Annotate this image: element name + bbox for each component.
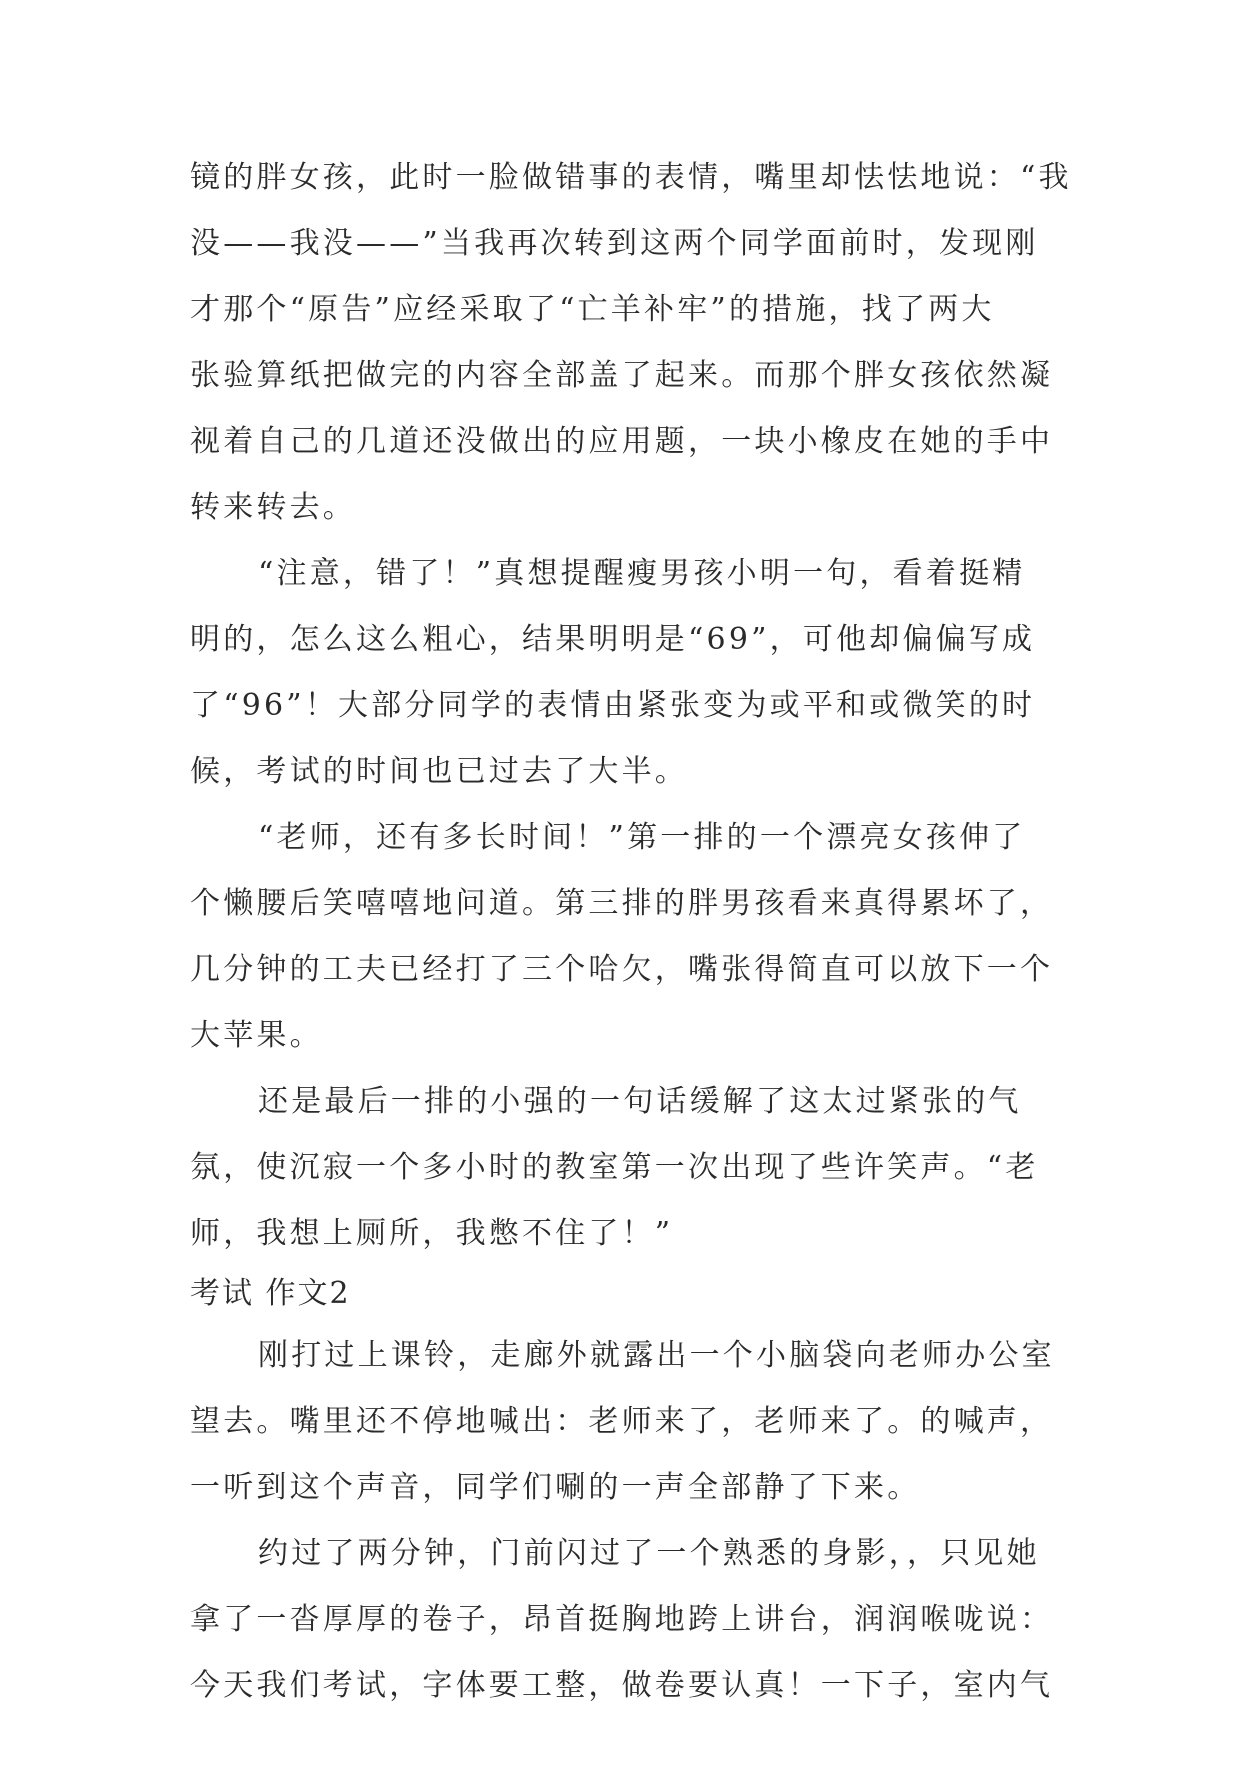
text-line: 师，我想上厕所，我憋不住了！”: [190, 1216, 674, 1251]
text-line: 镜的胖女孩，此时一脸做错事的表情，嘴里却怯怯地说：“我: [190, 160, 1072, 195]
text-line: 氛，使沉寂一个多小时的教室第一次出现了些许笑声。“老: [190, 1150, 1039, 1185]
text-line: 一听到这个声音，同学们唰的一声全部静了下来。: [190, 1470, 921, 1505]
section-heading: 考试 作文2: [190, 1276, 351, 1311]
paragraph-start-line: “注意，错了！”真想提醒瘦男孩小明一句，看着挺精: [258, 556, 1026, 591]
text-line: 张验算纸把做完的内容全部盖了起来。而那个胖女孩依然凝: [190, 358, 1054, 393]
paragraph-start-line: 约过了两分钟，门前闪过了一个熟悉的身影，，只见她: [258, 1536, 1040, 1571]
text-line: 明的，怎么这么粗心，结果明明是“69”，可他却偏偏写成: [190, 622, 1036, 657]
text-line: 才那个“原告”应经采取了“亡羊补牢”的措施，找了两大: [190, 292, 995, 327]
text-line: 个懒腰后笑嘻嘻地问道。第三排的胖男孩看来真得累坏了，: [190, 886, 1054, 921]
text-line: 没——我没——”当我再次转到这两个同学面前时，发现刚: [190, 226, 1039, 261]
text-line: 几分钟的工夫已经打了三个哈欠，嘴张得简直可以放下一个: [190, 952, 1054, 987]
paragraph-start-line: “老师，还有多长时间！”第一排的一个漂亮女孩伸了: [258, 820, 1026, 855]
text-line: 今天我们考试，字体要工整，做卷要认真！一下子，室内气: [190, 1668, 1054, 1703]
paragraph-start-line: 刚打过上课铃，走廊外就露出一个小脑袋向老师办公室: [258, 1338, 1055, 1373]
paragraph-start-line: 还是最后一排的小强的一句话缓解了这太过紧张的气: [258, 1084, 1022, 1119]
text-line: 转来转去。: [190, 490, 356, 525]
text-line: 候，考试的时间也已过去了大半。: [190, 754, 688, 789]
text-line: 视着自己的几道还没做出的应用题，一块小橡皮在她的手中: [190, 424, 1054, 459]
text-line: 望去。嘴里还不停地喊出：老师来了，老师来了。的喊声，: [190, 1404, 1054, 1439]
text-line: 拿了一沓厚厚的卷子，昂首挺胸地跨上讲台，润润喉咙说：: [190, 1602, 1054, 1637]
text-line: 了“96”！大部分同学的表情由紧张变为或平和或微笑的时: [190, 688, 1036, 723]
text-line: 大苹果。: [190, 1018, 323, 1053]
